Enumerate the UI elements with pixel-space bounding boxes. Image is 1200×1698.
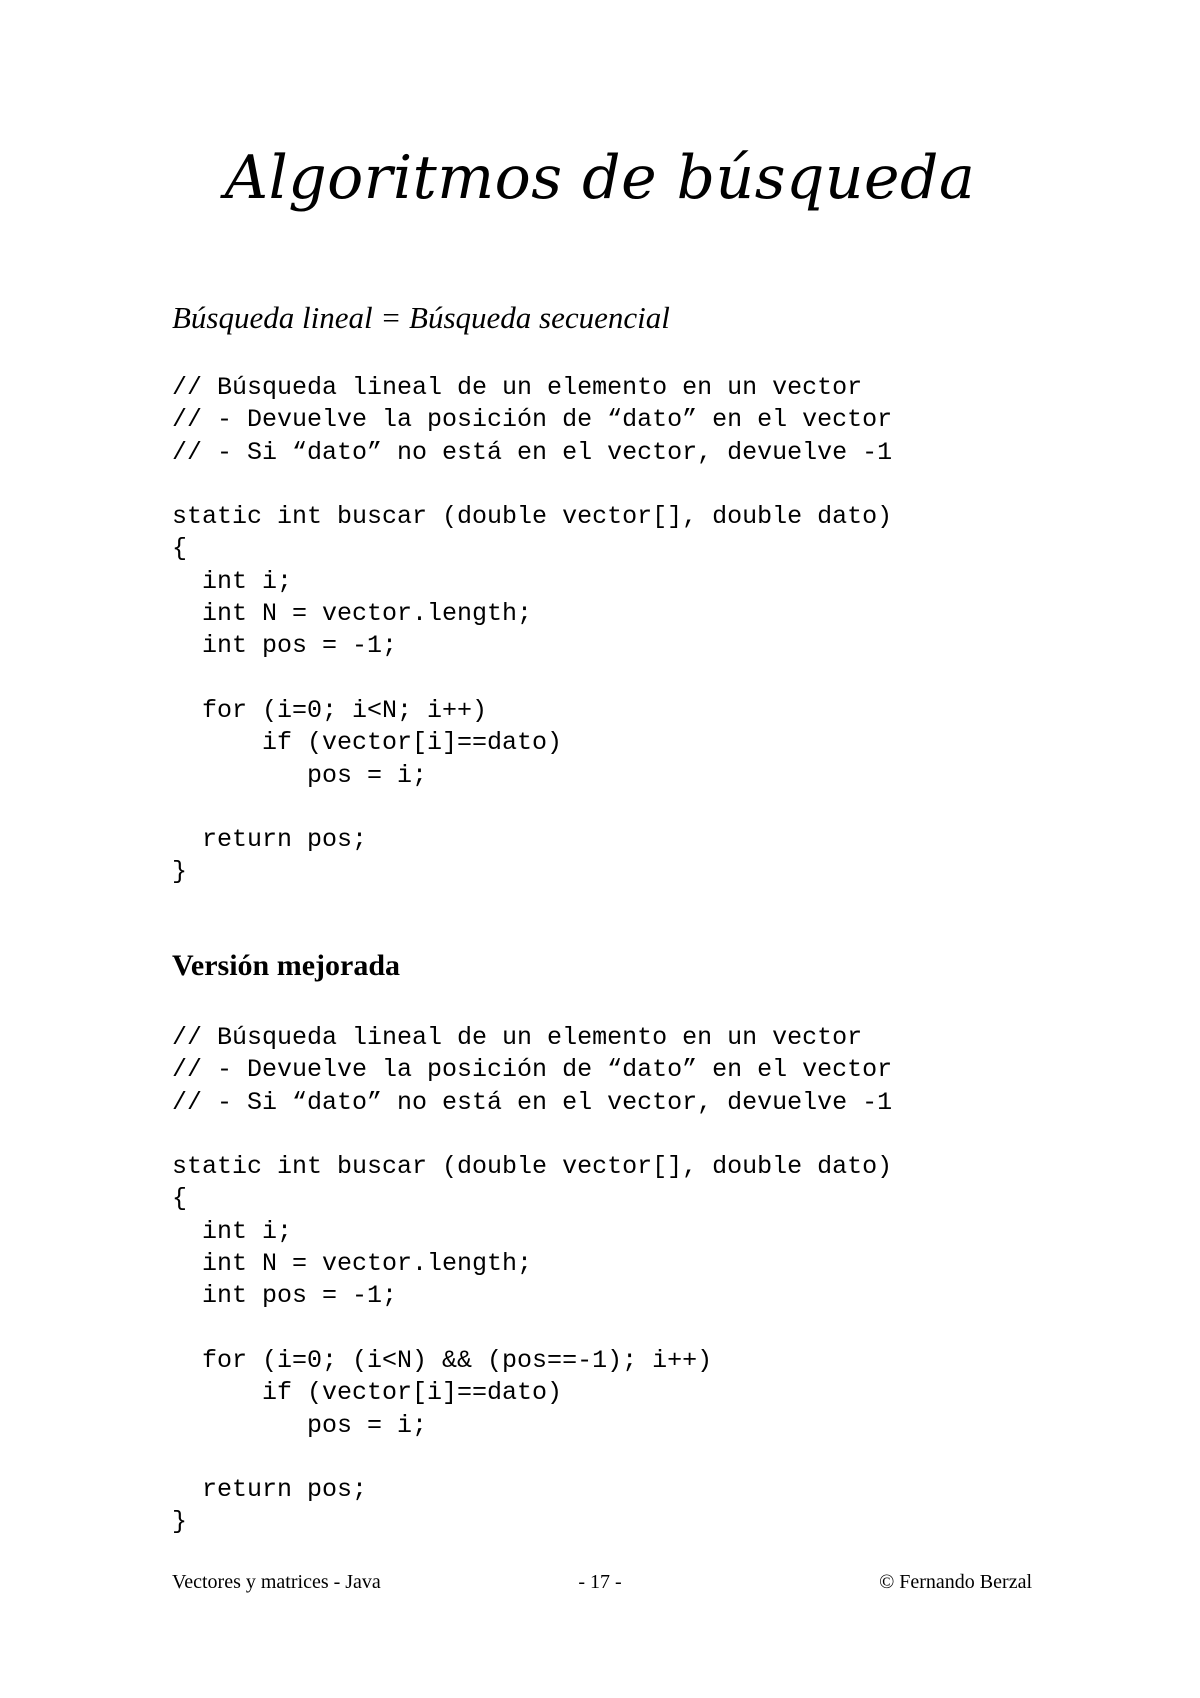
code-line: // - Devuelve la posición de “dato” en el vector bbox=[172, 405, 893, 435]
footer-document-title: Vectores y matrices - Java bbox=[172, 1571, 381, 1593]
code-line: if (vector[i]==dato) bbox=[172, 1378, 563, 1408]
code-line: int i; bbox=[172, 566, 293, 596]
section-heading-linear-search: Búsqueda lineal = Búsqueda secuencial bbox=[172, 300, 670, 335]
code-line: { bbox=[172, 534, 188, 564]
code-line: return pos; bbox=[172, 825, 368, 855]
code-line: if (vector[i]==dato) bbox=[172, 728, 563, 758]
code-block-linear-search bbox=[172, 372, 892, 889]
code-line bbox=[172, 469, 892, 501]
code-line bbox=[172, 1313, 892, 1345]
code-line: for (i=0; i<N; i++) bbox=[172, 695, 488, 725]
code-line: int N = vector.length; bbox=[172, 1249, 533, 1279]
code-line: static int buscar (double vector[], double dato) bbox=[172, 502, 893, 532]
footer-page-number: - 17 - bbox=[578, 1571, 622, 1593]
code-line: int pos = -1; bbox=[172, 1281, 398, 1311]
code-line bbox=[172, 792, 892, 824]
code-line: return pos; bbox=[172, 1475, 368, 1505]
code-line bbox=[172, 1442, 892, 1474]
code-line: // Búsqueda lineal de un elemento en un vector bbox=[172, 1023, 863, 1052]
code-line: int i; bbox=[172, 1216, 293, 1246]
code-block-improved-version bbox=[172, 1022, 892, 1539]
code-line: static int buscar (double vector[], double dato) bbox=[172, 1152, 893, 1182]
code-line: // Búsqueda lineal de un elemento en un vector bbox=[172, 373, 863, 402]
footer-copyright: © Fernando Berzal bbox=[879, 1571, 1032, 1593]
code-line: int pos = -1; bbox=[172, 631, 398, 661]
code-line bbox=[172, 1119, 892, 1151]
code-line: pos = i; bbox=[172, 1410, 428, 1440]
code-line: int N = vector.length; bbox=[172, 599, 533, 629]
section-heading-improved-version: Versión mejorada bbox=[172, 949, 401, 982]
code-line: // - Devuelve la posición de “dato” en el vector bbox=[172, 1055, 893, 1085]
code-line: for (i=0; (i<N) && (pos==-1); i++) bbox=[172, 1345, 713, 1375]
code-line: { bbox=[172, 1184, 188, 1214]
page-title: Algoritmos de búsqueda bbox=[224, 143, 976, 213]
code-line: // - Si “dato” no está en el vector, devuelve -1 bbox=[172, 1087, 893, 1117]
code-line bbox=[172, 663, 892, 695]
code-line: } bbox=[172, 1507, 188, 1537]
code-line: pos = i; bbox=[172, 760, 428, 790]
code-line: } bbox=[172, 857, 188, 887]
code-line: // - Si “dato” no está en el vector, devuelve -1 bbox=[172, 437, 893, 467]
